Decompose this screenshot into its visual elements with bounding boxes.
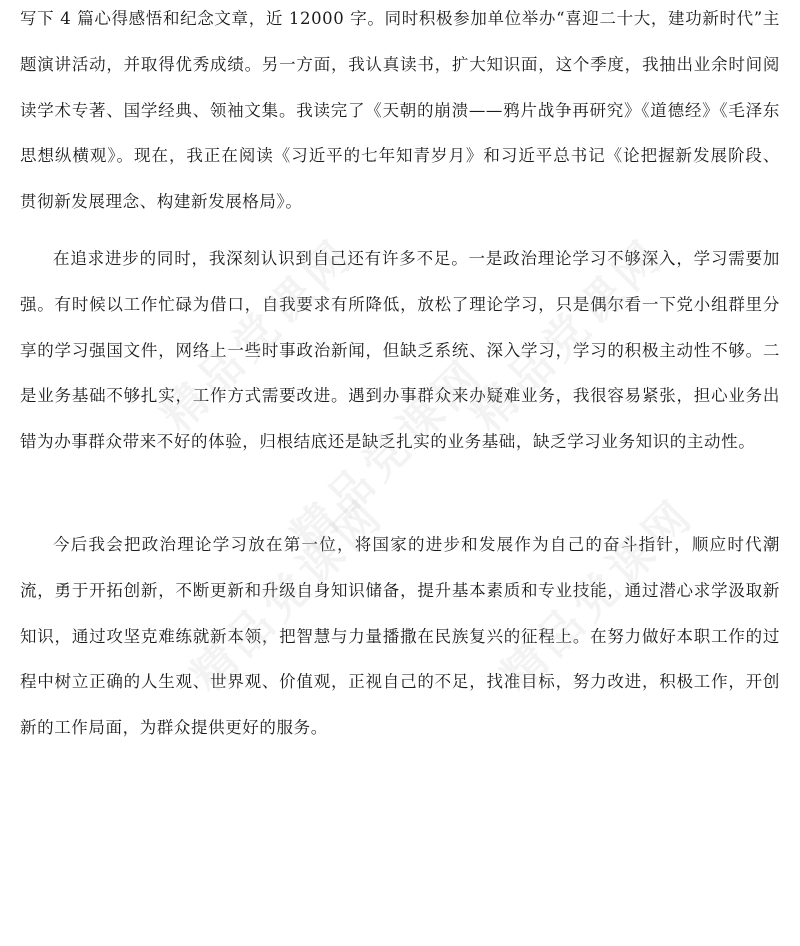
watermark: 精品党课网 <box>181 488 395 702</box>
paragraph-3: 今后我会把政治理论学习放在第一位，将国家的进步和发展作为自己的奋斗指针，顺应时代潮流，勇于开拓创新，不断更新和升级自身知识储备，提升基本素质和专业技能，通过潜心求学汲取新知识，通过攻坚克难练就新本领，把智慧与力量播撒在民族复兴的征程上。在努力做好本职工作的过程中树立正确的人生观、世界观、价值观，正视自己的不足，找准目标，努力改进，积极工作，开创新的工作局面，为群众提供更好的服务。 <box>20 535 780 738</box>
paragraph-2: 在追求进步的同时，我深刻认识到自己还有许多不足。一是政治理论学习不够深入，学习需要加强。有时候以工作忙碌为借口，自我要求有所降低，放松了理论学习，只是偶尔看一下党小组群里分享的学习强国文件，网络上一些时事政治新闻，但缺乏系统、深入学习，学习的积极主动性不够。二是业务基础不够扎实，工作方式需要改进。遇到办事群众来办疑难业务，我很容易紧张，担心业务出错为办事群众带来不好的体验，归根结底还是缺乏扎实的业务基础，缺乏学习业务知识的主动性。 <box>20 249 780 452</box>
paragraph-1: 写下 4 篇心得感悟和纪念文章，近 12000 字。同时积极参加单位举办“喜迎二十大，建功新时代”主题演讲活动，并取得优秀成绩。另一方面，我认真读书，扩大知识面，这个季度，我抽出业余时间阅读学术专著、国学经典、领袖文集。我读完了《天朝的崩溃——鸦片战争再研究》《道德经》《毛泽东思想纵横观》。现在，我正在阅读《习近平的七年知青岁月》和习近平总书记《论把握新发展阶段、贯彻新发展理念、构建新发展格局》。 <box>20 9 780 212</box>
watermark: 精品党课网 <box>491 488 705 702</box>
watermark: 精品党课网 <box>151 228 365 442</box>
watermark: 精品党课网 <box>461 228 675 442</box>
watermark: 精品党课网 <box>281 348 495 562</box>
